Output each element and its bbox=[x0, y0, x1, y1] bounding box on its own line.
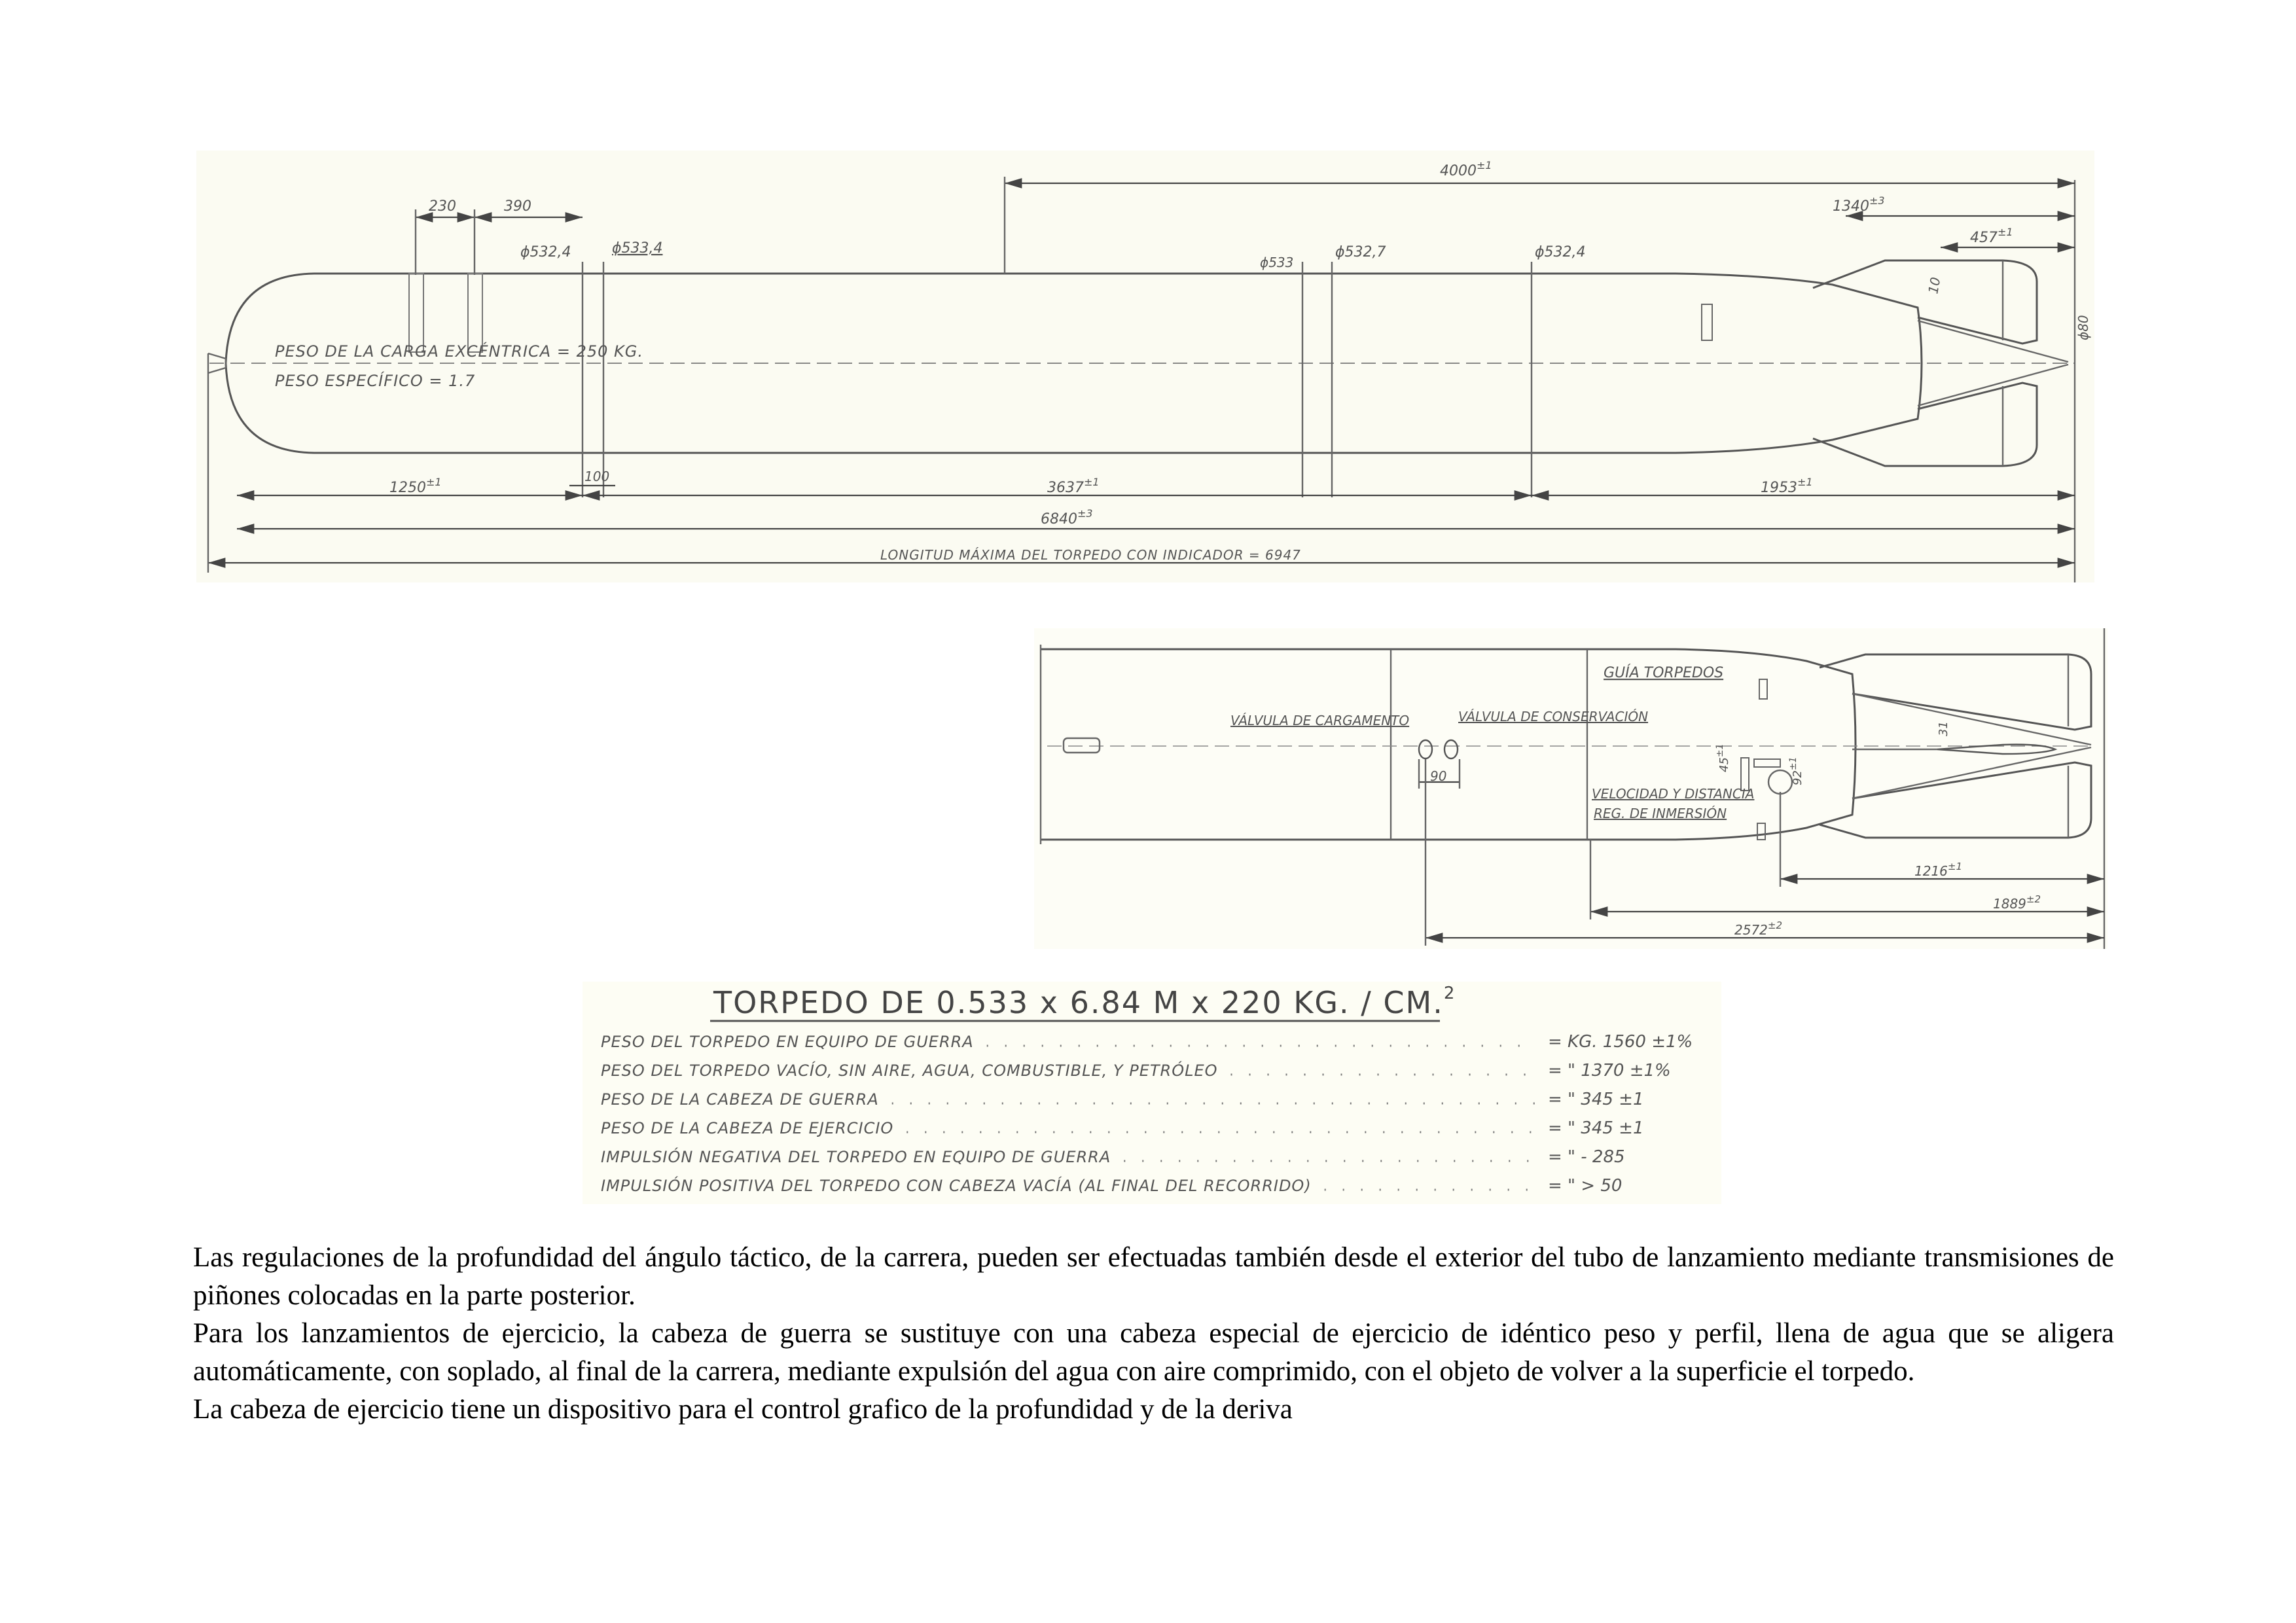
tail-diameter-label: ϕ80 bbox=[2075, 315, 2091, 340]
label-charge-valve: VÁLVULA DE CARGAMENTO bbox=[1230, 713, 1410, 728]
scan-background bbox=[196, 151, 2094, 582]
spec-row-value: = KG. 1560 ±1% bbox=[1548, 1032, 1693, 1052]
description-paragraph-2: Para los lanzamientos de ejercicio, la cabeza de guerra se sustituye con una cabeza especial de ejercicio de idéntico peso y perfil, llena de agua que se aligera automáticamente, con soplado, al final de la carrera, mediante expulsión del agua con aire comprimido, con el objeto de volver a la superficie el torpedo. bbox=[193, 1318, 2114, 1387]
spec-row-label: PESO DE LA CABEZA DE EJERCICIO bbox=[601, 1119, 894, 1137]
dim-100-label: 100 bbox=[584, 469, 610, 484]
spec-row-label: IMPULSIÓN POSITIVA DEL TORPEDO CON CABEZA VACÍA (AL FINAL DEL RECORRIDO) bbox=[601, 1177, 1312, 1195]
dim-1340-label: $1340^{\pm 3}$ bbox=[1833, 194, 1885, 215]
note-specific-weight: PESO ESPECÍFICO = 1.7 bbox=[275, 372, 476, 390]
tail-fin-dim-label: 10 bbox=[1925, 276, 1944, 295]
dim-90-label: 90 bbox=[1430, 768, 1447, 784]
dim-92-label: $92^{\pm 1}$ bbox=[1788, 757, 1804, 785]
spec-row-value: = " > 50 bbox=[1548, 1176, 1623, 1196]
dim-1953-label: $1953^{\pm 1}$ bbox=[1761, 476, 1813, 496]
spec-row-value: = " 345 ±1 bbox=[1548, 1118, 1644, 1138]
dim-390-label: 390 bbox=[504, 198, 531, 215]
scan-background-detail bbox=[1034, 628, 2108, 949]
spec-row-label: PESO DEL TORPEDO EN EQUIPO DE GUERRA bbox=[601, 1033, 974, 1051]
specs-title: TORPEDO DE 0.533 x 6.84 M x 220 KG. / CM.$^2$ bbox=[713, 984, 1456, 1020]
spec-row-value: = " - 285 bbox=[1548, 1147, 1625, 1167]
diameter-label-4: ϕ532,7 bbox=[1335, 244, 1386, 260]
spec-row-label: PESO DEL TORPEDO VACÍO, SIN AIRE, AGUA, COMBUSTIBLE, Y PETRÓLEO bbox=[601, 1061, 1218, 1080]
spec-row-value: = " 1370 ±1% bbox=[1548, 1061, 1671, 1080]
dim-45-label: $45^{\pm 1}$ bbox=[1715, 743, 1731, 772]
dim-230-label: 230 bbox=[429, 198, 456, 215]
dim-max-length-label: LONGITUD MÁXIMA DEL TORPEDO CON INDICADOR = 6947 bbox=[880, 547, 1301, 563]
dim-2572-label: $2572^{\pm 2}$ bbox=[1734, 919, 1783, 938]
diameter-label-1: ϕ532,4 bbox=[520, 244, 571, 260]
description-paragraph-3: La cabeza de ejercicio tiene un dispositivo para el control grafico de la profundidad y de la deriva bbox=[193, 1394, 1293, 1425]
label-immersion-reg: REG. DE INMERSIÓN bbox=[1594, 806, 1727, 821]
spec-row-label: IMPULSIÓN NEGATIVA DEL TORPEDO EN EQUIPO DE GUERRA bbox=[601, 1148, 1111, 1166]
spec-row-value: = " 345 ±1 bbox=[1548, 1090, 1644, 1109]
dim-1889-label: $1889^{\pm 2}$ bbox=[1993, 893, 2041, 912]
diameter-label-2: ϕ533,4 bbox=[612, 240, 663, 257]
description-paragraph-1: Las regulaciones de la profundidad del ángulo táctico, de la carrera, pueden ser efectuadas también desde el exterior del tubo de lanzamiento mediante transmisiones de piñones colocadas en la parte posterior. bbox=[193, 1242, 2114, 1311]
label-conservation-valve: VÁLVULA DE CONSERVACIÓN bbox=[1458, 709, 1649, 724]
dim-6840-label: $6840^{\pm 3}$ bbox=[1041, 507, 1093, 527]
dim-1250-label: $1250^{\pm 1}$ bbox=[389, 476, 442, 496]
diameter-label-5: ϕ532,4 bbox=[1535, 244, 1586, 260]
dim-31-label: 31 bbox=[1937, 721, 1950, 736]
spec-row-label: PESO DE LA CABEZA DE GUERRA bbox=[601, 1090, 879, 1109]
dim-4000-label: $4000^{\pm 1}$ bbox=[1440, 159, 1492, 179]
label-speed-distance: VELOCIDAD Y DISTANCIA bbox=[1592, 786, 1755, 802]
dim-1216-label: $1216^{\pm 1}$ bbox=[1914, 861, 1963, 879]
dim-3637-label: $3637^{\pm 1}$ bbox=[1047, 476, 1100, 496]
note-eccentric-load: PESO DE LA CARGA EXCÉNTRICA = 250 KG. bbox=[275, 342, 643, 361]
dim-457-label: $457^{\pm 1}$ bbox=[1970, 226, 2013, 246]
description-text bbox=[193, 1239, 2114, 1429]
label-guide-torpedos: GUÍA TORPEDOS bbox=[1604, 665, 1724, 681]
diameter-label-3: ϕ533 bbox=[1260, 255, 1294, 270]
